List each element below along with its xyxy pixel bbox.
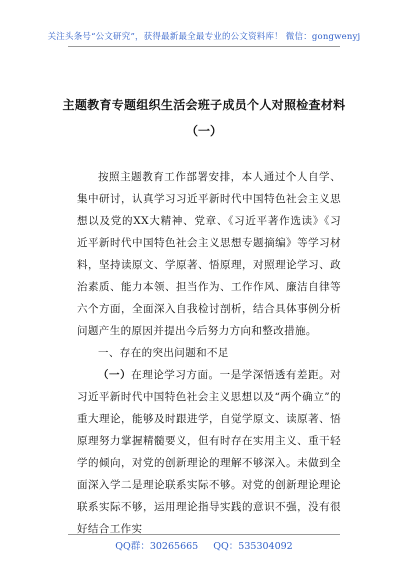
header-divider xyxy=(68,46,340,47)
footer-qq-group: QQ群：30265665 xyxy=(115,541,199,552)
footer-divider xyxy=(68,534,340,535)
footer-qq-contact: QQ：535304092 xyxy=(213,541,293,552)
section-heading: 一、存在的突出问题和不足 xyxy=(98,347,229,359)
section-number: （一） xyxy=(185,124,222,138)
subsection-paragraph xyxy=(77,364,341,540)
document-body xyxy=(77,166,341,540)
header-promo-text: 关注头条号“公文研究”，获得最新最全最专业的公文资料库！ 微信：gongwenyj xyxy=(47,32,361,42)
intro-paragraph: 按照主题教育工作部署安排，本人通过个人自学、集中研讨，认真学习习近平新时代中国特色社会主义思想以及党的XX大精神、党章、《习近平著作选读》《习近平新时代中国特色社会主义思想专题摘编》等学习材料，坚持读原文、学原著、悟原理，对照理论学习、政治素质、能力本领、担当作为、工作作风、廉洁自律等六个方面，全面深入自我检讨剖析，结合具体事例分析问题产生的原因并提出今后努力方向和整改措施。 xyxy=(77,171,341,337)
subsection-label: （一） xyxy=(98,369,132,381)
subsection-text: 在理论学习方面。一是学深悟透有差距。对习近平新时代中国特色社会主义思想以及“两个确立”的重大理论，能够及时跟进学，自觉学原文、读原著、悟原理努力掌握精髓要义，但有时存在实用主义、重干轻学的倾向，对党的创新理论的理解不够深入。未做到全面深入学二是理论联系实际不够。对党的创新理论理论联系实际不够，运用理论指导实践的意识不强，没有很好结合工作实 xyxy=(77,369,341,535)
footer xyxy=(0,538,408,552)
document-title: 主题教育专题组织生活会班子成员个人对照检查材料 xyxy=(62,98,346,112)
